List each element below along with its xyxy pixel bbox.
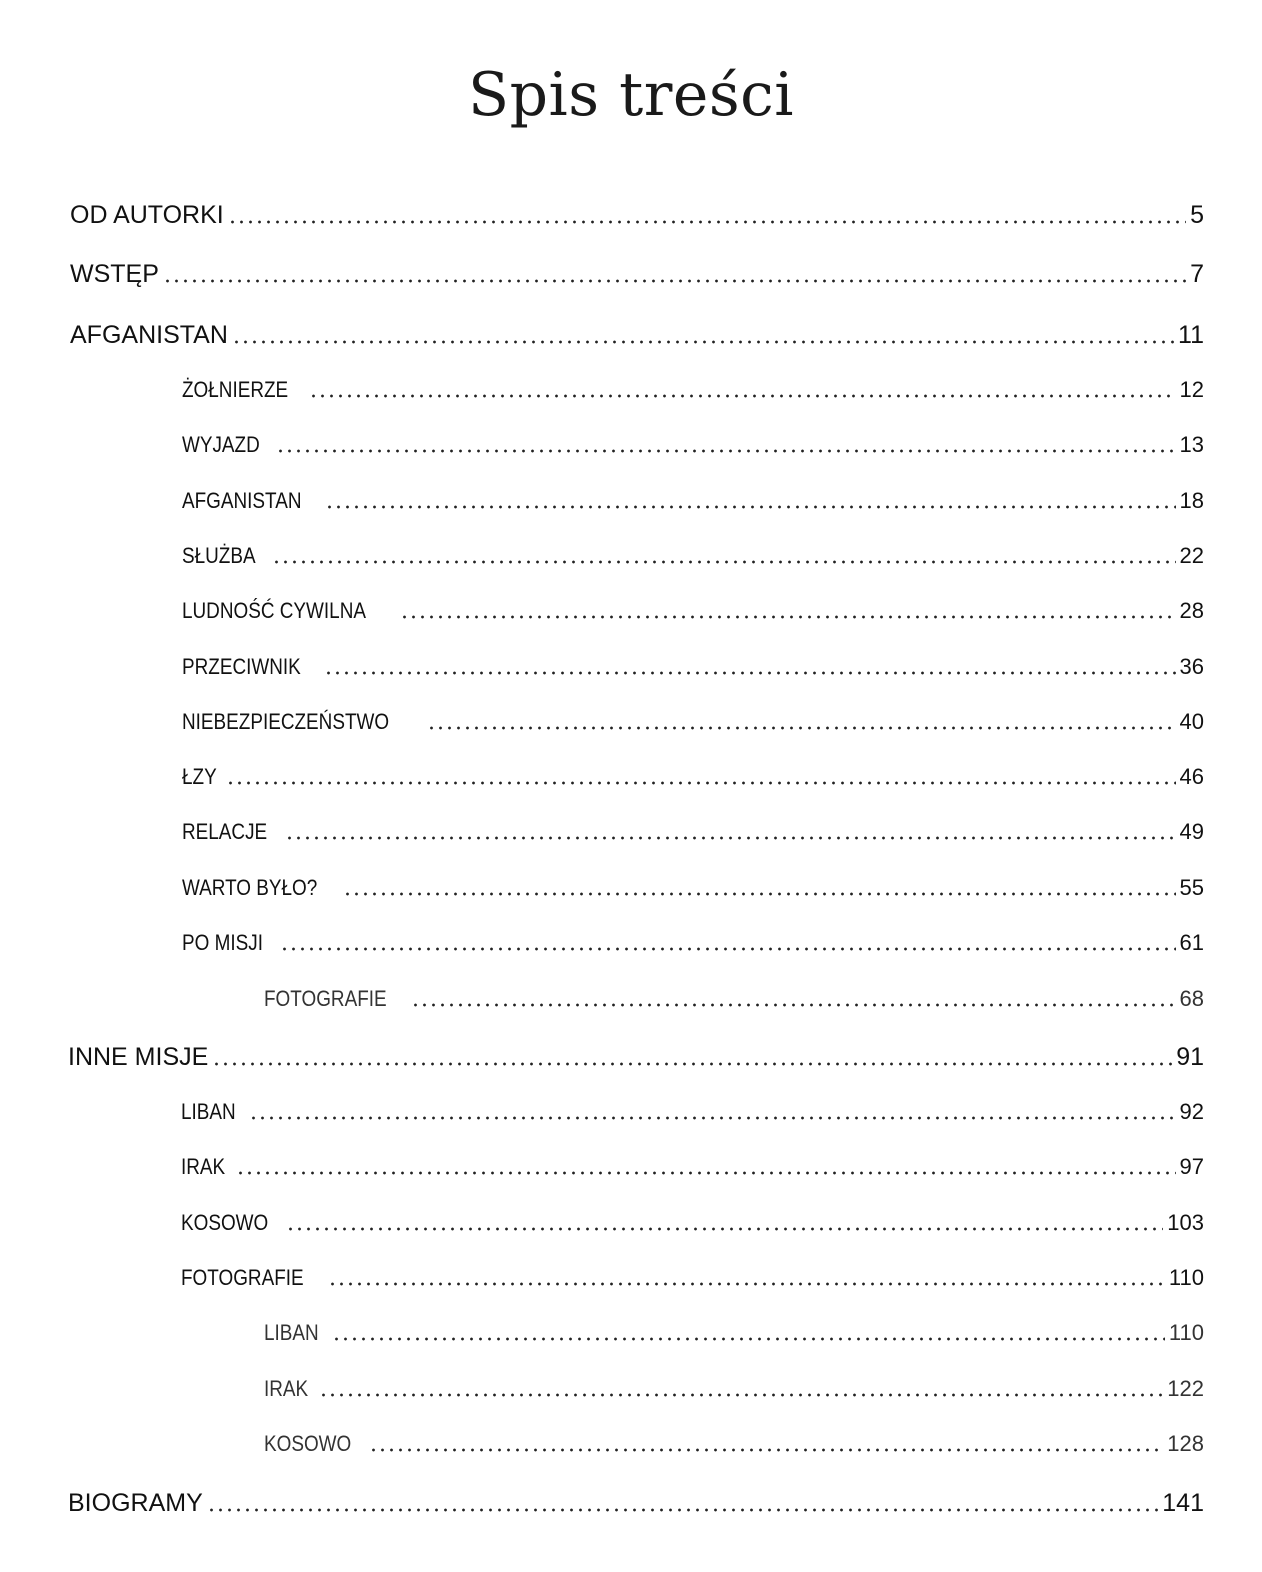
toc-entry-page: 36 <box>1179 654 1204 679</box>
toc-entry-page: 40 <box>1179 709 1204 734</box>
dot-leader <box>207 1488 1159 1513</box>
toc-entry-page: 22 <box>1179 543 1204 568</box>
toc-entry <box>182 652 1204 680</box>
toc-entry-label: OD AUTORKI <box>70 201 224 229</box>
toc-entry <box>182 817 1204 845</box>
dot-leader <box>332 1320 1165 1342</box>
toc-entry-label: WYJAZD <box>182 432 260 457</box>
toc-entry <box>182 762 1204 790</box>
toc-entry-page: 92 <box>1179 1099 1204 1124</box>
toc-entry-label: FOTOGRAFIE <box>264 986 387 1011</box>
dot-leader <box>411 986 1176 1008</box>
toc-entry-label: NIEBEZPIECZEŃSTWO <box>182 709 390 734</box>
toc-entry <box>264 1429 1204 1457</box>
dot-leader <box>369 1431 1163 1453</box>
toc-entry-label: SŁUŻBA <box>182 543 256 568</box>
toc-entry-page: 11 <box>1178 321 1204 349</box>
dot-leader <box>226 764 1175 786</box>
toc-entry-label: LIBAN <box>264 1320 319 1345</box>
toc-entry <box>182 375 1204 403</box>
toc-entry-label: ŁZY <box>182 764 217 789</box>
toc-entry-page: 103 <box>1167 1210 1204 1235</box>
toc-entry <box>181 1152 1204 1180</box>
toc-entry-page: 13 <box>1179 432 1204 457</box>
dot-leader <box>236 1154 1175 1176</box>
dot-leader <box>232 320 1174 345</box>
toc-entry <box>182 541 1204 569</box>
toc-entry <box>264 1318 1204 1346</box>
dot-leader <box>163 259 1186 284</box>
dot-leader <box>400 598 1176 620</box>
dot-leader <box>285 819 1175 841</box>
dot-leader <box>328 1265 1165 1287</box>
toc-entry-page: 110 <box>1168 1265 1204 1290</box>
toc-entry-label: AFGANISTAN <box>70 321 228 349</box>
toc-entry-label: LUDNOŚĆ CYWILNA <box>182 598 366 623</box>
toc-entry <box>182 873 1204 901</box>
toc-entry-page: 5 <box>1190 201 1204 229</box>
toc-entry-page: 122 <box>1167 1376 1204 1401</box>
toc-entry <box>182 596 1204 624</box>
toc-entry-label: WSTĘP <box>70 260 159 288</box>
toc-entry <box>181 1208 1204 1236</box>
dot-leader <box>228 200 1186 225</box>
dot-leader <box>319 1376 1163 1398</box>
toc-entry-page: 141 <box>1162 1489 1204 1517</box>
toc-entry-page: 18 <box>1179 488 1204 513</box>
toc-entry-page: 7 <box>1190 260 1204 288</box>
toc-entry <box>264 984 1204 1012</box>
toc-entry <box>182 486 1204 514</box>
toc-entry <box>70 257 1204 289</box>
dot-leader <box>249 1099 1176 1121</box>
dot-leader <box>280 930 1175 952</box>
toc-entry-label: LIBAN <box>181 1099 236 1124</box>
dot-leader <box>325 488 1176 510</box>
page-title: Spis treści <box>468 60 794 130</box>
toc-entry-label: AFGANISTAN <box>182 488 302 513</box>
toc-entry <box>70 198 1204 230</box>
toc-entry-label: KOSOWO <box>181 1210 269 1235</box>
toc-entry-label: INNE MISJE <box>68 1043 209 1071</box>
toc-entry-page: 61 <box>1179 930 1204 955</box>
toc-entry-page: 28 <box>1179 598 1204 623</box>
toc-entry-page: 12 <box>1179 377 1204 402</box>
toc-entry <box>182 430 1204 458</box>
dot-leader <box>324 654 1175 676</box>
toc-entry <box>70 318 1204 350</box>
toc-entry <box>181 1263 1204 1291</box>
dot-leader <box>427 709 1176 731</box>
toc-entry-label: KOSOWO <box>264 1431 352 1456</box>
toc-entry-label: FOTOGRAFIE <box>181 1265 304 1290</box>
toc-entry-label: BIOGRAMY <box>68 1489 203 1517</box>
toc-entry-label: ŻOŁNIERZE <box>182 377 289 402</box>
toc-entry-page: 68 <box>1179 986 1204 1011</box>
toc-entry-label: IRAK <box>264 1376 309 1401</box>
dot-leader <box>343 875 1175 897</box>
toc-entry <box>182 928 1204 956</box>
toc-entry-page: 97 <box>1179 1154 1204 1179</box>
toc-entry-page: 49 <box>1179 819 1204 844</box>
toc-entry-page: 55 <box>1179 875 1204 900</box>
toc-entry-label: PRZECIWNIK <box>182 654 301 679</box>
toc-entry-label: WARTO BYŁO? <box>182 875 318 900</box>
toc-entry-label: RELACJE <box>182 819 268 844</box>
toc-entry <box>68 1486 1204 1518</box>
toc-entry-page: 46 <box>1179 764 1204 789</box>
toc-entry <box>182 707 1204 735</box>
toc-entry-label: IRAK <box>181 1154 226 1179</box>
toc-entry-page: 128 <box>1167 1431 1204 1456</box>
dot-leader <box>286 1210 1163 1232</box>
toc-entry <box>264 1374 1204 1402</box>
dot-leader <box>212 1042 1172 1067</box>
dot-leader <box>272 543 1176 565</box>
toc-entry-label: PO MISJI <box>182 930 263 955</box>
dot-leader <box>309 377 1175 399</box>
toc-entry <box>68 1040 1204 1072</box>
toc-entry <box>181 1097 1204 1125</box>
toc-entry-page: 91 <box>1176 1043 1204 1071</box>
toc-entry-page: 110 <box>1168 1320 1204 1345</box>
dot-leader <box>276 432 1175 454</box>
